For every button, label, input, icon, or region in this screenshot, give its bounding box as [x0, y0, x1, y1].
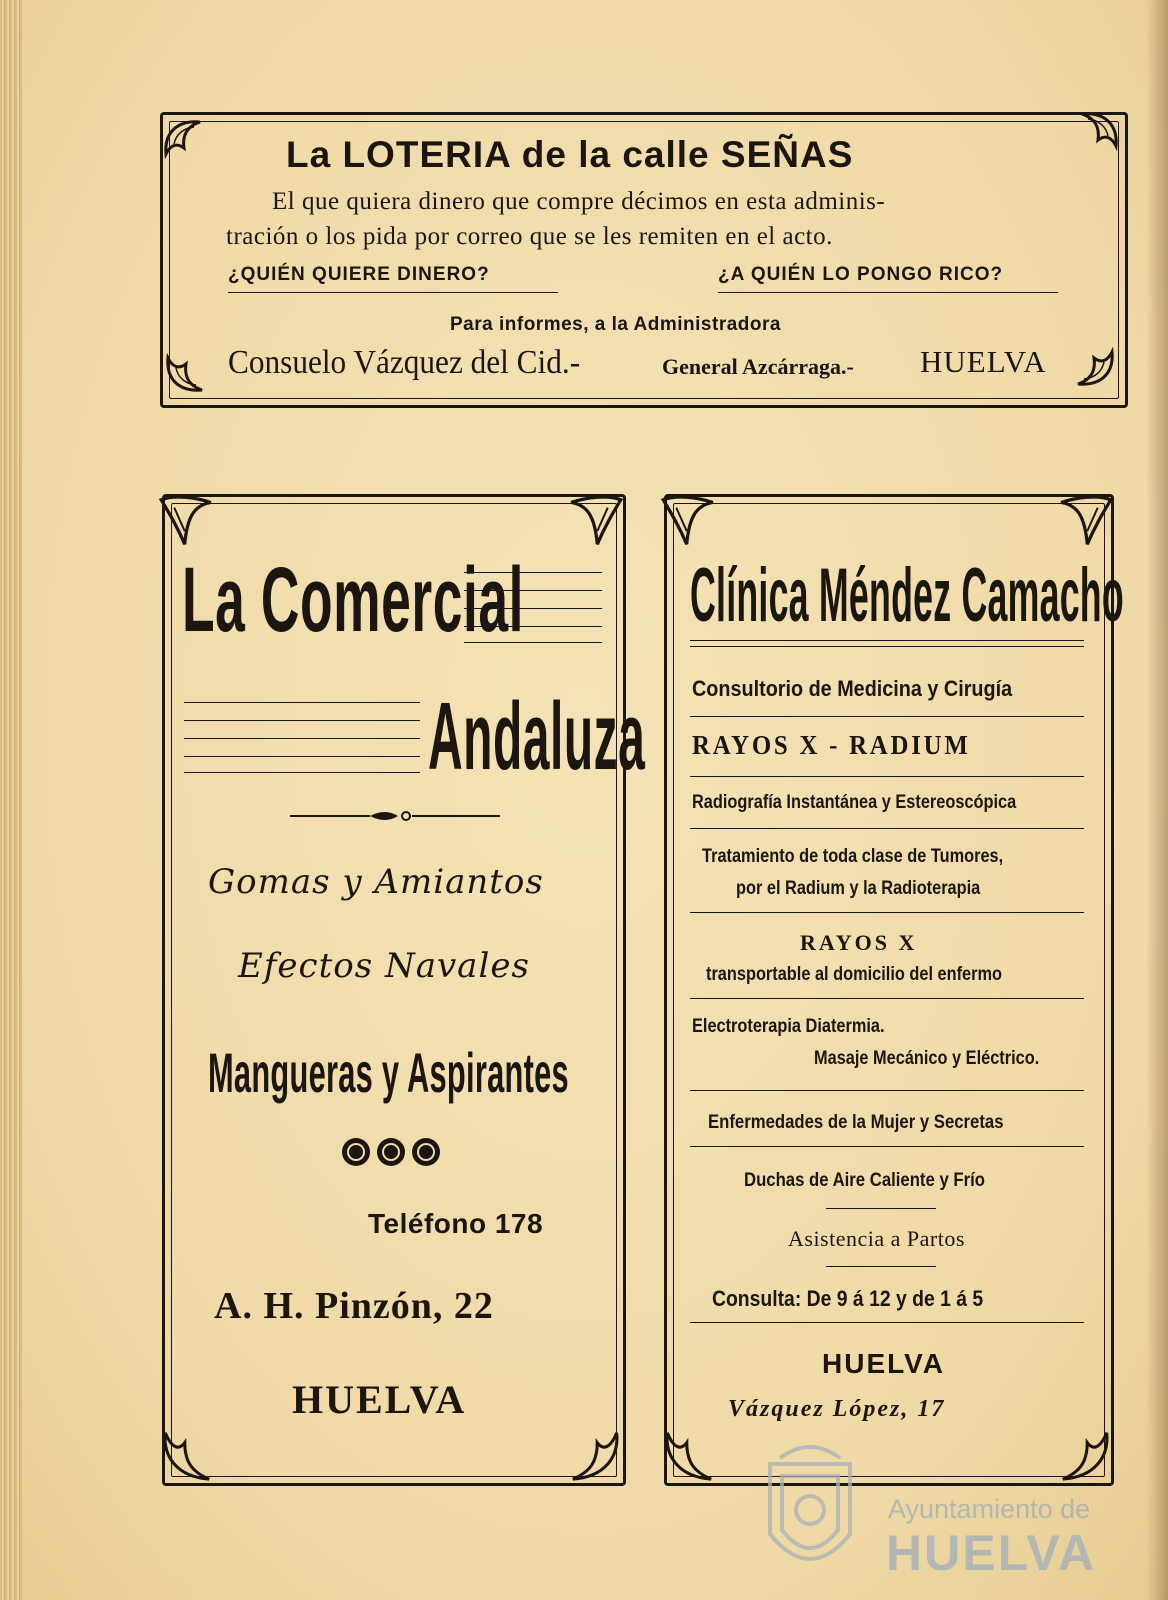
comercial-title-2: Andaluza: [428, 683, 646, 790]
clinica-consulta: Consulta: De 9 á 12 y de 1 á 5: [712, 1286, 984, 1311]
clinica-rayos-x: RAYOS X: [800, 930, 918, 955]
ornament-corner-icon: [160, 114, 206, 160]
loteria-administradora-name: Consuelo Vázquez del Cid.-: [228, 344, 581, 381]
comercial-line1: Gomas y Amiantos: [208, 862, 544, 902]
clinica-duchas: Duchas de Aire Caliente y Frío: [744, 1170, 985, 1191]
page-edge-shadow: [1146, 0, 1168, 1600]
loteria-text-line1: El que quiera dinero que compre décimos en esta adminis-: [272, 188, 886, 215]
rosettes-ornament-icon: [338, 1136, 444, 1168]
loteria-slogan-right: ¿A QUIÉN LO PONGO RICO?: [718, 264, 1004, 285]
clinica-divider: [690, 912, 1084, 913]
ornament-corner-icon: [658, 492, 718, 552]
ornament-corner-icon: [1058, 1428, 1114, 1484]
clinica-partos: Asistencia a Partos: [788, 1226, 965, 1251]
loteria-city: HUELVA: [920, 344, 1047, 379]
clinica-radiografia: Radiografía Instantánea y Estereoscópica: [692, 792, 1017, 813]
title-lines: [464, 572, 602, 573]
clinica-tratamiento: Tratamiento de toda clase de Tumores,: [702, 846, 1004, 867]
title-lines: [464, 626, 602, 627]
title-lines: [464, 590, 602, 591]
clinica-divider-short: [826, 1208, 936, 1209]
clinica-address: Vázquez López, 17: [728, 1396, 946, 1422]
clinica-city: HUELVA: [822, 1348, 945, 1379]
loteria-informes: Para informes, a la Administradora: [450, 314, 781, 335]
ornament-corner-icon: [1072, 346, 1118, 392]
comercial-address: A. H. Pinzón, 22: [214, 1285, 494, 1327]
book-spine: [0, 0, 22, 1600]
title-lines: [184, 738, 420, 739]
title-lines: [184, 756, 420, 757]
clinica-divider: [690, 1146, 1084, 1147]
ornament-corner-icon: [566, 492, 626, 552]
ornament-corner-icon: [162, 352, 208, 398]
divider-ornament-icon: [290, 806, 500, 826]
clinica-enfermedades: Enfermedades de la Mujer y Secretas: [708, 1112, 1004, 1133]
slogan-right-underline: [718, 292, 1058, 293]
title-lines: [184, 772, 420, 773]
loteria-title: La LOTERIA de la calle SEÑAS: [286, 134, 854, 175]
clinica-divider-short: [826, 1266, 936, 1267]
ornament-corner-icon: [568, 1428, 624, 1484]
clinica-masaje: Masaje Mecánico y Eléctrico.: [814, 1048, 1040, 1069]
clinica-transportable: transportable al domicilio del enfermo: [706, 964, 1003, 985]
clinica-rayos-radium: RAYOS X - RADIUM: [692, 730, 971, 760]
slogan-left-underline: [228, 292, 558, 293]
clinica-consultorio: Consultorio de Medicina y Cirugía: [692, 676, 1013, 701]
comercial-telefono: Teléfono 178: [368, 1208, 544, 1239]
clinica-divider: [690, 776, 1084, 777]
watermark-line2: HUELVA: [886, 1525, 1097, 1581]
comercial-title-1: La Comercial: [182, 549, 525, 651]
title-lines: [184, 720, 420, 721]
clinica-divider: [690, 640, 1084, 641]
comercial-city: HUELVA: [292, 1377, 467, 1422]
comercial-line2: Efectos Navales: [238, 946, 530, 986]
clinica-radium-radioterapia: por el Radium y la Radioterapia: [736, 878, 981, 899]
title-lines: [184, 702, 420, 703]
ayuntamiento-crest-icon: [760, 1434, 860, 1584]
clinica-title: Clínica Méndez Camacho: [690, 553, 1124, 638]
loteria-slogan-left: ¿QUIÉN QUIERE DINERO?: [228, 264, 490, 285]
loteria-text-line2: tración o los pida por correo que se les remiten en el acto.: [226, 223, 833, 250]
loteria-street: General Azcárraga.-: [662, 354, 854, 379]
ornament-corner-icon: [660, 1428, 716, 1484]
title-lines: [464, 608, 602, 609]
clinica-divider: [690, 646, 1084, 647]
clinica-electroterapia: Electroterapia Diatermia.: [692, 1016, 885, 1037]
clinica-divider: [690, 1090, 1084, 1091]
ornament-corner-icon: [1076, 106, 1122, 152]
ornament-corner-icon: [156, 492, 216, 552]
comercial-line3: Mangueras y Aspirantes: [208, 1041, 569, 1104]
clinica-divider: [690, 716, 1084, 717]
clinica-divider: [690, 1322, 1084, 1323]
clinica-divider: [690, 998, 1084, 999]
clinica-ad-frame: [664, 494, 1114, 1486]
ornament-corner-icon: [158, 1428, 214, 1484]
title-lines: [464, 642, 602, 643]
ornament-corner-icon: [1056, 492, 1116, 552]
watermark-line1: Ayuntamiento de: [888, 1494, 1091, 1524]
clinica-divider: [690, 828, 1084, 829]
